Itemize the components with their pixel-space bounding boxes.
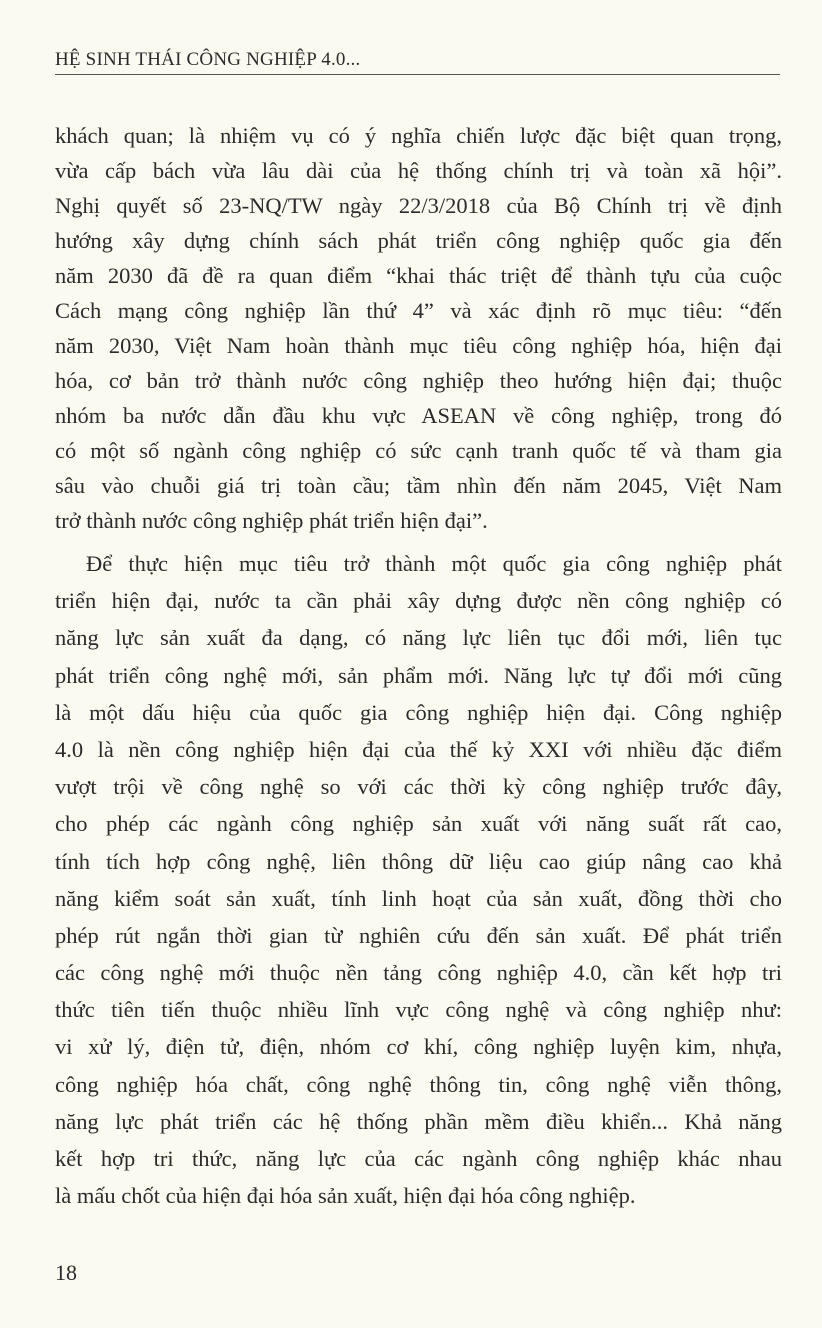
text-line: trở thành nước công nghiệp phát triển hiện đại”. — [55, 508, 488, 533]
text-line: Cách mạng công nghiệp lần thứ 4” và xác định rõ mục tiêu: “đến — [55, 298, 782, 323]
text-line: khách quan; là nhiệm vụ có ý nghĩa chiến lược đặc biệt quan trọng, — [55, 123, 782, 148]
text-line: các công nghệ mới thuộc nền tảng công nghiệp 4.0, cần kết hợp tri — [55, 960, 782, 986]
text-line: Nghị quyết số 23-NQ/TW ngày 22/3/2018 của Bộ Chính trị về định — [55, 193, 782, 218]
text-line: phép rút ngắn thời gian từ nghiên cứu đến sản xuất. Để phát triển — [55, 922, 782, 948]
text-line: thức tiên tiến thuộc nhiều lĩnh vực công nghệ và công nghiệp như: — [55, 997, 782, 1023]
text-line: nhóm ba nước dẫn đầu khu vực ASEAN về công nghiệp, trong đó — [55, 403, 782, 428]
text-line: triển hiện đại, nước ta cần phải xây dựng được nền công nghiệp có — [55, 588, 782, 614]
text-line: năng lực sản xuất đa dạng, có năng lực liên tục đổi mới, liên tục — [55, 625, 782, 651]
text-line: hóa, cơ bản trở thành nước công nghiệp theo hướng hiện đại; thuộc — [55, 368, 782, 393]
text-line: cho phép các ngành công nghiệp sản xuất với năng suất rất cao, — [55, 811, 782, 837]
text-line: năng lực phát triển các hệ thống phần mềm điều khiển... Khả năng — [55, 1108, 782, 1134]
text-line: năm 2030 đã đề ra quan điểm “khai thác triệt để thành tựu của cuộc — [55, 263, 782, 288]
header-rule — [55, 74, 780, 75]
text-line: có một số ngành công nghiệp có sức cạnh tranh quốc tế và tham gia — [55, 438, 782, 463]
text-line: sâu vào chuỗi giá trị toàn cầu; tầm nhìn đến năm 2045, Việt Nam — [55, 473, 782, 498]
text-line: vừa cấp bách vừa lâu dài của hệ thống chính trị và toàn xã hội”. — [55, 158, 782, 183]
text-line: công nghiệp hóa chất, công nghệ thông tin, công nghệ viễn thông, — [55, 1071, 782, 1097]
text-line: năng kiểm soát sản xuất, tính linh hoạt của sản xuất, đồng thời cho — [55, 885, 782, 911]
text-line: vượt trội về công nghệ so với các thời kỳ công nghiệp trước đây, — [55, 774, 782, 800]
paragraph-2 — [55, 545, 782, 1214]
text-line: là một dấu hiệu của quốc gia công nghiệp hiện đại. Công nghiệp — [55, 699, 782, 725]
text-line: Để thực hiện mục tiêu trở thành một quốc gia công nghiệp phát — [86, 551, 782, 576]
text-line: tính tích hợp công nghệ, liên thông dữ liệu cao giúp nâng cao khả — [55, 848, 782, 874]
page-number: 18 — [55, 1260, 77, 1285]
text-line: năm 2030, Việt Nam hoàn thành mục tiêu công nghiệp hóa, hiện đại — [55, 333, 782, 358]
text-line: kết hợp tri thức, năng lực của các ngành công nghiệp khác nhau — [55, 1146, 782, 1171]
text-line: vi xử lý, điện tử, điện, nhóm cơ khí, công nghiệp luyện kim, nhựa, — [55, 1034, 782, 1060]
paragraph-1 — [55, 118, 782, 538]
text-line: hướng xây dựng chính sách phát triển công nghiệp quốc gia đến — [55, 228, 782, 253]
text-line: 4.0 là nền công nghiệp hiện đại của thế kỷ XXI với nhiều đặc điểm — [55, 736, 782, 762]
text-line: phát triển công nghệ mới, sản phẩm mới. Năng lực tự đổi mới cũng — [55, 662, 782, 688]
running-header: HỆ SINH THÁI CÔNG NGHIỆP 4.0... — [55, 49, 361, 70]
text-line: là mấu chốt của hiện đại hóa sản xuất, hiện đại hóa công nghiệp. — [55, 1183, 636, 1209]
